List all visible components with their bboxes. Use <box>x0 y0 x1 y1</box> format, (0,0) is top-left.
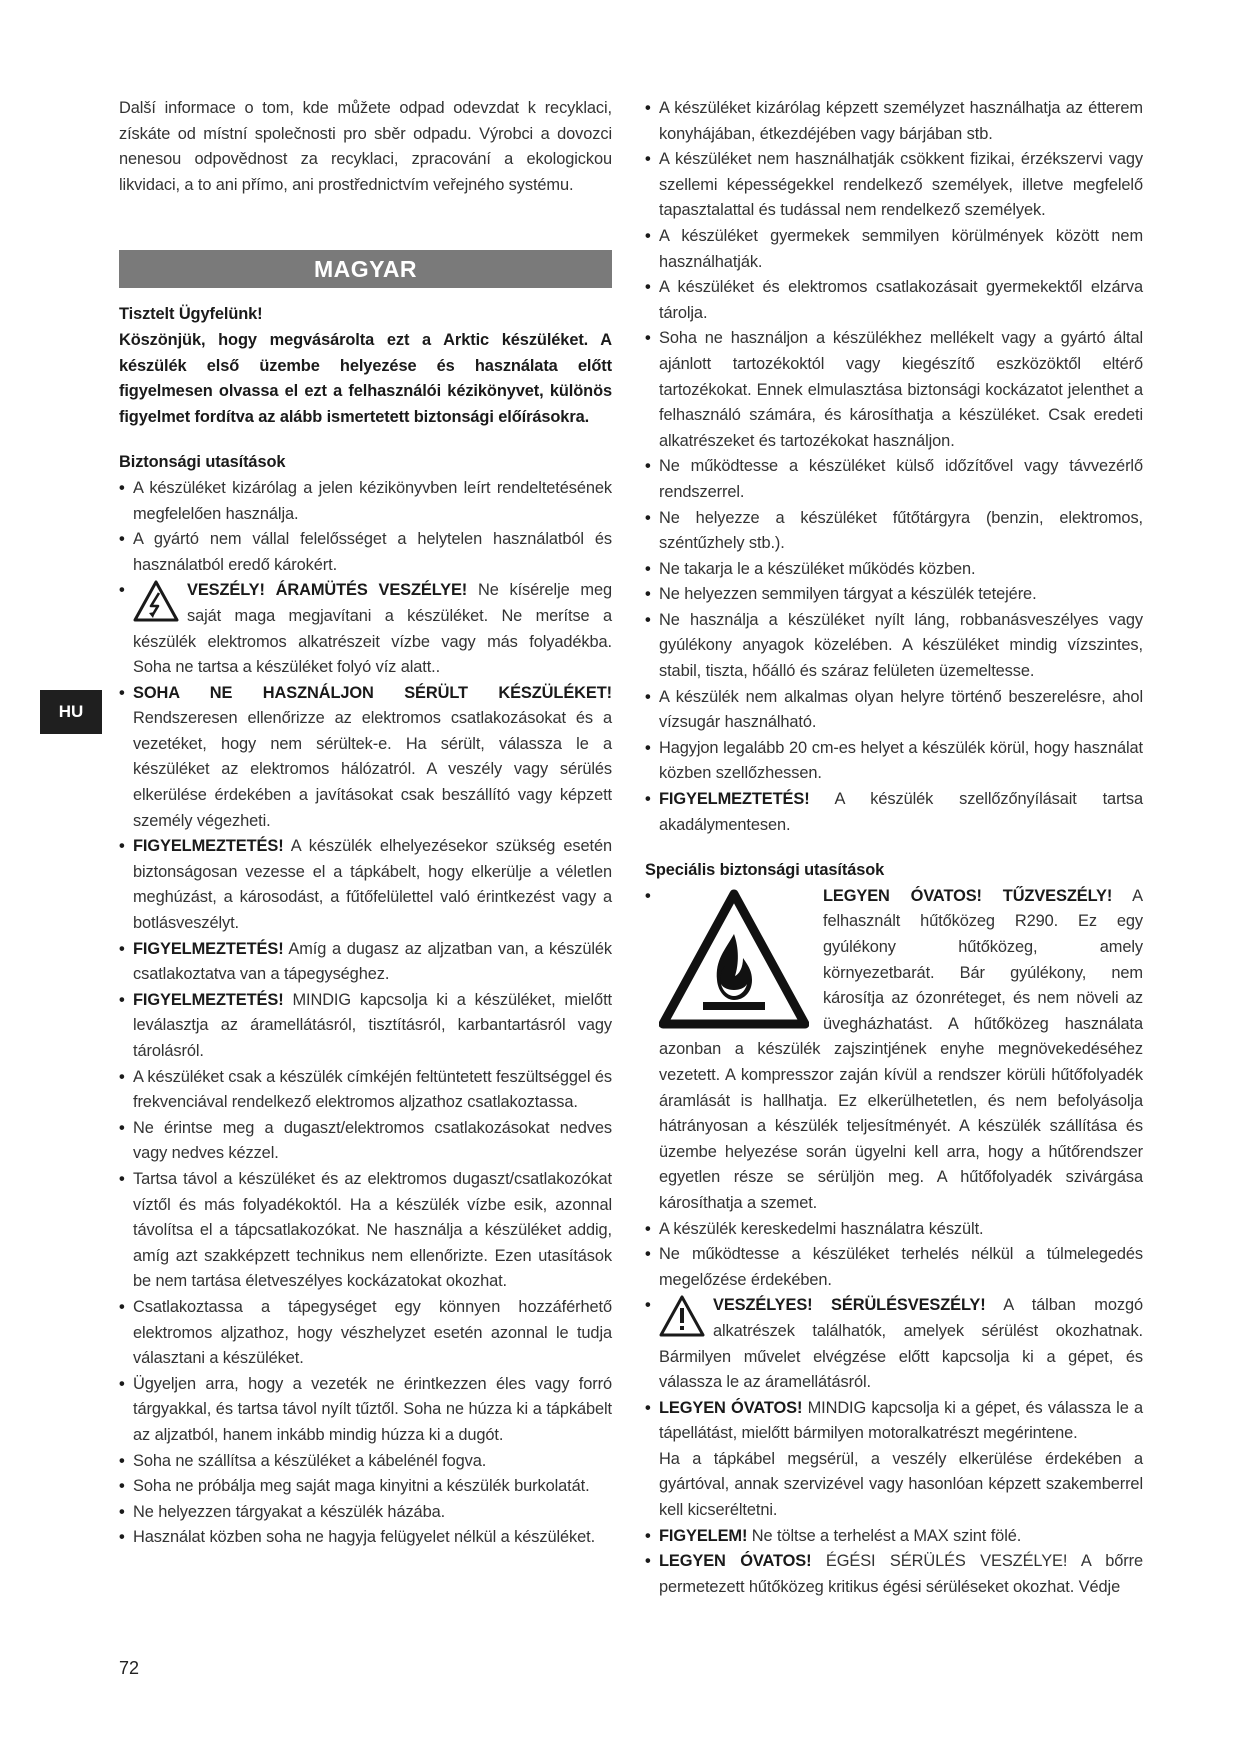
list-item: • A készüléket és elektromos csatlakozásait gyermekektől elzárva tárolja. <box>645 275 1143 326</box>
list-item <box>645 1293 1143 1395</box>
danger-text: Ne kísérelje meg saját maga megjavítani a készüléket. Ne merítse a készülék elektromos alkatrészeit vízbe vagy más folyadékba. Soha ne tartsa a készüléket folyó víz alatt.. <box>133 581 612 677</box>
list-item <box>119 681 612 835</box>
list-item: • Ne helyezzen semmilyen tárgyat a készülék tetejére. <box>645 582 1143 608</box>
list-item <box>119 578 612 680</box>
warning-text: Amíg a dugasz az aljzatban van, a készülék csatlakoztatva van a tápegységhez. <box>133 939 612 984</box>
list-item <box>119 937 612 988</box>
special-safety-list <box>645 884 1143 1601</box>
list-item: • Ne működtesse a készüléket külső időzítővel vagy távvezérlő rendszerrel. <box>645 454 1143 505</box>
warning-text: A készülék szellőzőnyílásait tartsa akadálymentesen. <box>659 790 1143 834</box>
page-number: 72 <box>119 1658 140 1678</box>
list-item: • Soha ne használjon a készülékhez mellékelt vagy a gyártó által ajánlott tartozékoktól vagy kiegészítő eszközöktől eltérő tartozékokat. Ennek elmulasztása biztonsági kockázatot jelenthet a felhasználó számára, és károsíthatja a készüléket. Csak eredeti alkatrészeket és tartozékokat használjon. <box>645 326 1143 454</box>
list-item: • Soha ne szállítsa a készüléket a kábelénél fogva. <box>119 1449 612 1475</box>
list-item <box>119 988 612 1065</box>
list-item <box>645 1549 1143 1600</box>
list-item: • Tartsa távol a készüléket és az elektromos dugaszt/csatlakozókat víztől és más folyadékoktól. Ha a készülék vízbe esik, azonnal távolítsa el a tápcsatlakozókat. Ne használja a készüléket addig, amíg azt szakképzett technikus nem ellenőrizte. Ezen utasítások be nem tartása életveszélyes kockázatokat okozhat. <box>119 1167 612 1295</box>
caution-extra-text: Ha a tápkábel megsérül, a veszély elkerülése érdekében a gyártóval, annak szervizével vagy hasonlóan képzett szakemberrel kell kicseréltetni. <box>659 1449 1143 1520</box>
list-item: • A készüléket nem használhatják csökkent fizikai, érzékszervi vagy szellemi képességekkel rendelkező személyek, illetve megfelelő tapasztalattal és tudással nem rendelkező személyek. <box>645 147 1143 224</box>
flammable-warning-icon <box>659 888 809 1030</box>
list-item: • A gyártó nem vállal felelősséget a helytelen használatból és használatból eredő károkért. <box>119 527 612 578</box>
caution-text: MINDIG kapcsolja ki a gépet, és válassza le a tápellátást, mielőtt bármilyen motoralkatrészt megérintene. <box>659 1398 1143 1443</box>
left-column <box>119 96 612 1551</box>
list-item: • Ne működtesse a készüléket terhelés nélkül a túlmelegedés megelőzése érdekében. <box>645 1242 1143 1293</box>
safety-list-continued <box>645 96 1143 838</box>
warning-label: FIGYELMEZTETÉS! <box>133 990 284 1009</box>
list-item <box>119 834 612 936</box>
list-item <box>645 884 1143 1217</box>
warning-text: MINDIG kapcsolja ki a készüléket, mielőtt leválasztja az áramellátásról, tisztításról, karbantartásról vagy tárolásról. <box>133 990 612 1060</box>
electric-shock-warning-icon <box>133 580 179 622</box>
warning-label: SOHA NE HASZNÁLJON SÉRÜLT KÉSZÜLÉKET! <box>133 683 612 702</box>
warning-label: FIGYELMEZTETÉS! <box>133 837 284 856</box>
thanks-paragraph: Köszönjük, hogy megvásárolta ezt a Arktic készüléket. A készülék első üzembe helyezése és használata előtt figyelmesen olvassa el ezt a felhasználói kézikönyvet, különös figyelmet fordítva az alább ismertetett biztonsági előírásokra. <box>119 330 612 426</box>
injury-hazard-text: A tálban mozgó alkatrészek találhatók, amelyek sérülést okozhatnak. Bármilyen művelet elvégzése előtt kapcsolja ki a gépet, és válassza le az áramellátásról. <box>659 1296 1144 1392</box>
list-item: • A készülék kereskedelmi használatra készült. <box>645 1217 1143 1243</box>
list-item <box>645 787 1143 838</box>
list-item <box>645 1524 1143 1550</box>
list-item: • Ne használja a készüléket nyílt láng, robbanásveszélyes vagy gyúlékony anyagok közelében. A készüléket mindig vízszintes, stabil, tiszta, hőálló és száraz felületen üzemeltesse. <box>645 608 1143 685</box>
warning-label: FIGYELMEZTETÉS! <box>133 939 284 958</box>
list-item: • Ne helyezze a készüléket fűtőtárgyra (benzin, elektromos, széntűzhely stb.). <box>645 506 1143 557</box>
list-item: • A készüléket csak a készülék címkéjén feltüntetett feszültséggel és frekvenciával rendelkező elektromos aljzathoz csatlakoztassa. <box>119 1065 612 1116</box>
list-item: • Csatlakoztassa a tápegységet egy könnyen hozzáférhető elektromos aljzathoz, hogy vészhelyzet esetén azonnal le tudja választani a készüléket. <box>119 1295 612 1372</box>
list-item: • Ne takarja le a készüléket működés közben. <box>645 557 1143 583</box>
section-title-bar: MAGYAR <box>119 250 612 288</box>
list-item: • A készüléket kizárólag a jelen kézikönyvben leírt rendeltetésének megfelelően használja. <box>119 476 612 527</box>
warning-text: Rendszeresen ellenőrizze az elektromos csatlakozásokat és a vezetéket, hogy nem sérültek-e. Ha sérült, válassza le a készüléket az elektromos hálózatról. A veszély vagy sérülés elkerülése érdekében a javításokat csak beszállító vagy képzett személy végezheti. <box>133 709 612 830</box>
attention-label: FIGYELEM! <box>659 1526 748 1545</box>
general-warning-icon <box>659 1295 705 1337</box>
safety-list <box>119 476 612 1551</box>
list-item: • A készüléket kizárólag képzett személyzet használhatja az étterem konyhájában, étkezdéjében vagy bárjában stb. <box>645 96 1143 147</box>
list-item: • A készülék nem alkalmas olyan helyre történő beszerelésre, ahol vízsugár használható. <box>645 685 1143 736</box>
list-item <box>645 1396 1143 1524</box>
warning-text: A készülék elhelyezésekor szükség esetén biztonságosan vezesse el a tápkábelt, hogy elkerülje a véletlen meghúzást, a károsodást, a fűtőfelülettel való érintkezést vagy a botlásveszélyt. <box>133 837 612 933</box>
language-side-tab: HU <box>40 690 102 734</box>
safety-heading: Biztonsági utasítások <box>119 453 286 472</box>
fire-hazard-text: A felhasznált hűtőközeg R290. Ez egy gyúlékony hűtőközeg, amely környezetbarát. Bár gyúlékony, nem károsítja az ózonréteget, és nem növeli az üvegházhatást. A hűtőközeg használata azonban a készülék zajszintjének enyhe megnövekedéséhez vezetett. A kompresszor zaján kívül a rendszer körüli hűtőfolyadék áramlását is hallhatja. Ez elkerülhetetlen, és nem befolyásolja hátrányosan a készülék teljesítményét. A készülék szállítása és üzembe helyezése során ügyelni kell arra, hogy a hűtőrendszer egyetlen része se sérüljön meg. A hűtőfolyadék szivárgása károsíthatja a szemet. <box>659 886 1143 1212</box>
fire-hazard-label: LEGYEN ÓVATOS! TŰZVESZÉLY! <box>823 886 1113 905</box>
attention-text: Ne töltse a terhelést a MAX szint fölé. <box>747 1526 1022 1545</box>
injury-hazard-label: VESZÉLYES! SÉRÜLÉSVESZÉLY! <box>713 1296 986 1315</box>
caution-text: ÉGÉSI SÉRÜLÉS VESZÉLYE! A bőrre permetezett hűtőközeg kritikus égési sérüléseket okozhat. Védje <box>659 1552 1143 1596</box>
list-item: • Használat közben soha ne hagyja felügyelet nélkül a készüléket. <box>119 1525 612 1551</box>
caution-label: LEGYEN ÓVATOS! <box>659 1398 803 1417</box>
right-column <box>645 96 1143 1600</box>
list-item: • Soha ne próbálja meg saját maga kinyitni a készülék burkolatát. <box>119 1474 612 1500</box>
intro-paragraph: Další informace o tom, kde můžete odpad odevzdat k recyklaci, získáte od místní společnosti pro sběr odpadu. Výrobci a dovozci nenesou odpovědnost za recyklaci, zpracování a ekologickou likvidaci, a to ani přímo, ani prostřednictvím veřejného systému. <box>119 99 612 194</box>
list-item: • A készüléket gyermekek semmilyen körülmények között nem használhatják. <box>645 224 1143 275</box>
list-item: • Ne helyezzen tárgyakat a készülék házába. <box>119 1500 612 1526</box>
list-item: • Ügyeljen arra, hogy a vezeték ne érintkezzen éles vagy forró tárgyakkal, és tartsa távol nyílt tűztől. Soha ne húzza ki a tápkábelt az aljzatból, hanem inkább mindig húzza ki a dugót. <box>119 1372 612 1449</box>
greeting: Tisztelt Ügyfelünk! <box>119 305 263 324</box>
list-item: • Ne érintse meg a dugaszt/elektromos csatlakozásokat nedves vagy nedves kézzel. <box>119 1116 612 1167</box>
special-safety-heading: Speciális biztonsági utasítások <box>645 861 885 880</box>
danger-label: VESZÉLY! ÁRAMÜTÉS VESZÉLYE! <box>187 581 468 600</box>
list-item: • Hagyjon legalább 20 cm-es helyet a készülék körül, hogy használat közben szellőzhessen. <box>645 736 1143 787</box>
warning-label: FIGYELMEZTETÉS! <box>659 790 810 809</box>
caution-label: LEGYEN ÓVATOS! <box>659 1552 812 1571</box>
